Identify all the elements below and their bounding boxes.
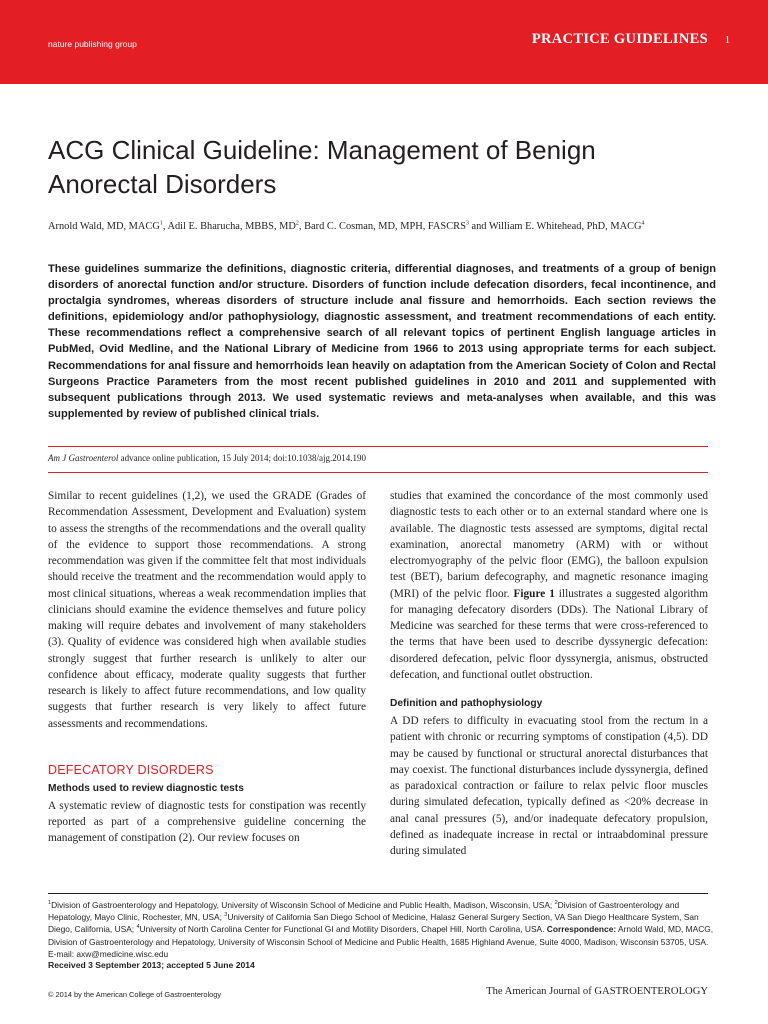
section-heading: DEFECATORY DISORDERS: [48, 762, 214, 777]
affiliations: $^1$Division of Gastroenterology and Hepatology, University of Wisconsin School of Medicine and Public Health, Madison, Wisconsin, USA; $^2$Division of Gastroenterology and Hepatology, Mayo Clinic, Rochester, MN, USA; $^3$University of California San Diego School of Medicine, Halasz General Surgery Section, VA San Diego Healthcare System, San Diego, California, USA; $^4$University of North Carolina Center for Functional GI and Motility Disorders, Chapel Hill, North Carolina, USA. Correspondence: Arnold Wald, MD, MACG, Division of Gastroenterology and Hepatology, University of Wisconsin School of Medicine and Public Health, 1685 Highland Avenue, Suite 4000, Madison, Wisconsin 53705, USA. E-mail: axw@medicine.wisc.edu: [48, 900, 714, 959]
author: Arnold Wald, MD, MACG$^1$,: [48, 220, 168, 232]
methods-subheading: Methods used to review diagnostic tests: [48, 782, 244, 794]
diagnostic-tests-paragraph: studies that examined the concordance of the most commonly used diagnostic tests to each other or to an external standard where one is available. The diagnostic tests assessed are symptoms, digital rectal examination, anorectal manometry (ARM) with or without electromyography of the pelvic floor (EMG), the balloon expulsion test (BET), barium defecography, and magnetic resonance imaging (MRI) of the pelvic floor. Figure 1 illustrates a suggested algorithm for managing defecatory disorders (DDs). The National Library of Medicine was searched for these terms that were cross-referenced to the terms that have been used to describe dyssynergic defecation: disordered defecation, pelvic floor dyssynergia, anismus, obstructed defecation, and functional outlet obstruction.: [390, 490, 708, 681]
citation: [48, 452, 366, 464]
section-label: PRACTICE GUIDELINES: [531, 31, 708, 47]
divider: [48, 472, 708, 473]
citation-journal: Am J Gastroenterol: [48, 453, 119, 463]
article-title: ACG Clinical Guideline: Management of Benign Anorectal Disorders: [48, 135, 596, 199]
header-banner: [0, 0, 768, 84]
correspondence-text: Arnold Wald, MD, MACG, Division of Gastroenterology and Hepatology, University of Wisconsin School of Medicine and Public Health, 1685 Highland Avenue, Suite 4000, Madison, Wisconsin 53705, USA. E-mail: axw@medicine.wisc.edu: [48, 924, 714, 959]
definition-paragraph: A DD refers to difficulty in evacuating stool from the rectum in a patient with chronic or recurring symptoms of constipation (4,5). DD may be caused by functional or structural anorectal disturbances that may coexist. The functional disturbances include dyssynergia, defined as paradoxical contraction or failure to relax pelvic floor muscles during simulated defecation, typically defined as <20% decrease in anal canal pressures (5), and/or inadequate defecatory propulsion, defined as inadequate increase in rectal or intraabdominal pressure during simulated: [390, 715, 708, 857]
author: Bard C. Cosman, MD, MPH, FASCRS$^3$ and: [304, 220, 489, 232]
received-dates: Received 3 September 2013; accepted 5 June 2014: [48, 960, 255, 970]
body-column-left: [48, 488, 366, 847]
author-list: [48, 220, 728, 234]
footnote-divider: [48, 893, 708, 894]
intro-paragraph: Similar to recent guidelines (1,2), we used the GRADE (Grades of Recommendation Assessment, Development and Evaluation) system to assess the strengths of the recommendations and the overall quality of the evidence to support those recommendations. A strong recommendation was given if the committee felt that most individuals should receive the treatment and the recommendation would apply to most clinical situations, whereas a weak recommendation implies that clinicians should examine the evidence themselves and future policy making will require debates and involvement of many stakeholders (3). Quality of evidence was considered high when available studies strongly suggest that further research is unlikely to alter our confidence about efficacy, moderate quality suggests that further research is likely to affect future recommendations, and low quality suggests that further research is very likely to affect future assessments and recommendations.: [48, 490, 366, 730]
abstract: These guidelines summarize the definitions, diagnostic criteria, differential diagnoses, and treatments of a group of benign disorders of anorectal function and/or structure. Disorders of function include defecation disorders, fecal incontinence, and proctalgia syndromes, whereas disorders of structure include anal fissure and hemorrhoids. Each section reviews the definitions, epidemiology and/or pathophysiology, diagnostic assessment, and treatment recommendations of each entity. These recommendations reflect a comprehensive search of all relevant topics of pertinent English language articles in PubMed, Ovid Medline, and the National Library of Medicine from 1966 to 2013 using appropriate terms for each subject. Recommendations for anal fissure and hemorrhoids lean heavily on adaptation from the American Society of Colon and Rectal Surgeons Practice Parameters from the most recent published guidelines in 2010 and 2011 and supplemented with subsequent publications through 2013. We used systematic reviews and meta-analyses when available, and this was supplemented by review of published clinical trials.: [48, 263, 716, 420]
author: Adil E. Bharucha, MBBS, $MD^2$,: [167, 220, 305, 232]
copyright: © 2014 by the American College of Gastroenterology: [48, 990, 222, 999]
citation-details: advance online publication, 15 July 2014; doi:10.1038/ajg.2014.190: [118, 453, 367, 463]
divider: [48, 446, 708, 447]
author: William E. Whitehead, PhD, MACG$^4$: [488, 220, 645, 232]
figure-reference[interactable]: Figure 1: [513, 587, 555, 600]
methods-paragraph: A systematic review of diagnostic tests for constipation was recently reported as part of a comprehensive guideline concerning the management of constipation (2). Our review focuses on: [48, 799, 366, 845]
correspondence-label: Correspondence:: [546, 924, 617, 935]
publisher-name: nature publishing group: [48, 39, 137, 49]
definition-subheading: Definition and pathophysiology: [390, 698, 543, 709]
body-column-right: [390, 488, 708, 859]
journal-footer: The American Journal of GASTROENTEROLOGY: [486, 986, 708, 997]
page-number: 1: [725, 35, 730, 46]
